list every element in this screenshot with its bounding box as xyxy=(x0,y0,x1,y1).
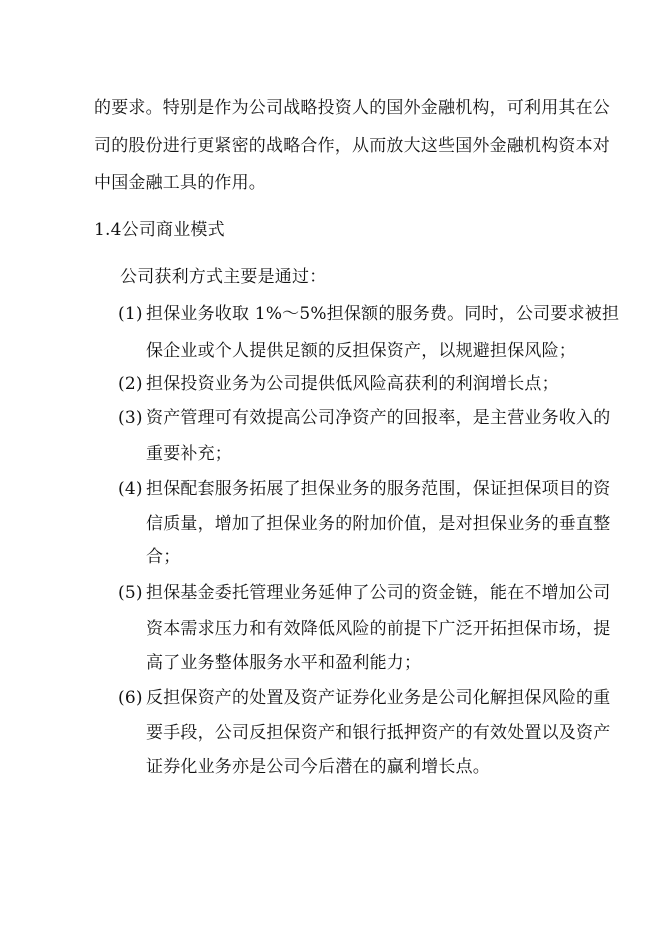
intro-line-1: 的要求。特别是作为公司战略投资人的国外金融机构，可利用其在公 xyxy=(94,98,610,118)
section-lead: 公司获利方式主要是通过： xyxy=(120,267,327,287)
item-6-line-2: 要手段，公司反担保资产和银行抵押资产的有效处置以及资产 xyxy=(146,723,611,743)
item-4-marker: (4) xyxy=(118,479,143,499)
intro-line-2: 司的股份进行更紧密的战略合作，从而放大这些国外金融机构资本对 xyxy=(94,136,610,156)
item-5-line-2: 资本需求压力和有效降低风险的前提下广泛开拓担保市场，提 xyxy=(146,619,611,639)
item-6-line-1: 反担保资产的处置及资产证券化业务是公司化解担保风险的重 xyxy=(146,688,611,708)
intro-line-3: 中国金融工具的作用。 xyxy=(94,173,266,193)
item-5-marker: (5) xyxy=(118,583,143,603)
item-1-line-2: 保企业或个人提供足额的反担保资产，以规避担保风险； xyxy=(146,341,576,361)
item-4-line-1: 担保配套服务拓展了担保业务的服务范围，保证担保项目的资 xyxy=(146,479,611,499)
item-2-marker: (2) xyxy=(118,374,143,394)
item-4-line-2: 信质量，增加了担保业务的附加价值，是对担保业务的垂直整 xyxy=(146,514,611,534)
section-heading: 1.4公司商业模式 xyxy=(94,220,225,240)
item-6-marker: (6) xyxy=(118,688,143,708)
item-3-marker: (3) xyxy=(118,408,143,428)
item-3-line-1: 资产管理可有效提高公司净资产的回报率，是主营业务收入的 xyxy=(146,408,611,428)
item-1-marker: (1) xyxy=(118,304,143,324)
item-4-line-3: 合； xyxy=(146,547,181,567)
item-1-line-1: 担保业务收取 1%～5%担保额的服务费。同时，公司要求被担 xyxy=(146,304,620,324)
item-6-line-3: 证券化业务亦是公司今后潜在的赢利增长点。 xyxy=(146,757,490,777)
item-5-line-1: 担保基金委托管理业务延伸了公司的资金链，能在不增加公司 xyxy=(146,583,611,603)
item-5-line-3: 高了业务整体服务水平和盈利能力； xyxy=(146,653,422,673)
item-2-line-1: 担保投资业务为公司提供低风险高获利的利润增长点； xyxy=(146,374,559,394)
item-3-line-2: 重要补充； xyxy=(146,444,232,464)
